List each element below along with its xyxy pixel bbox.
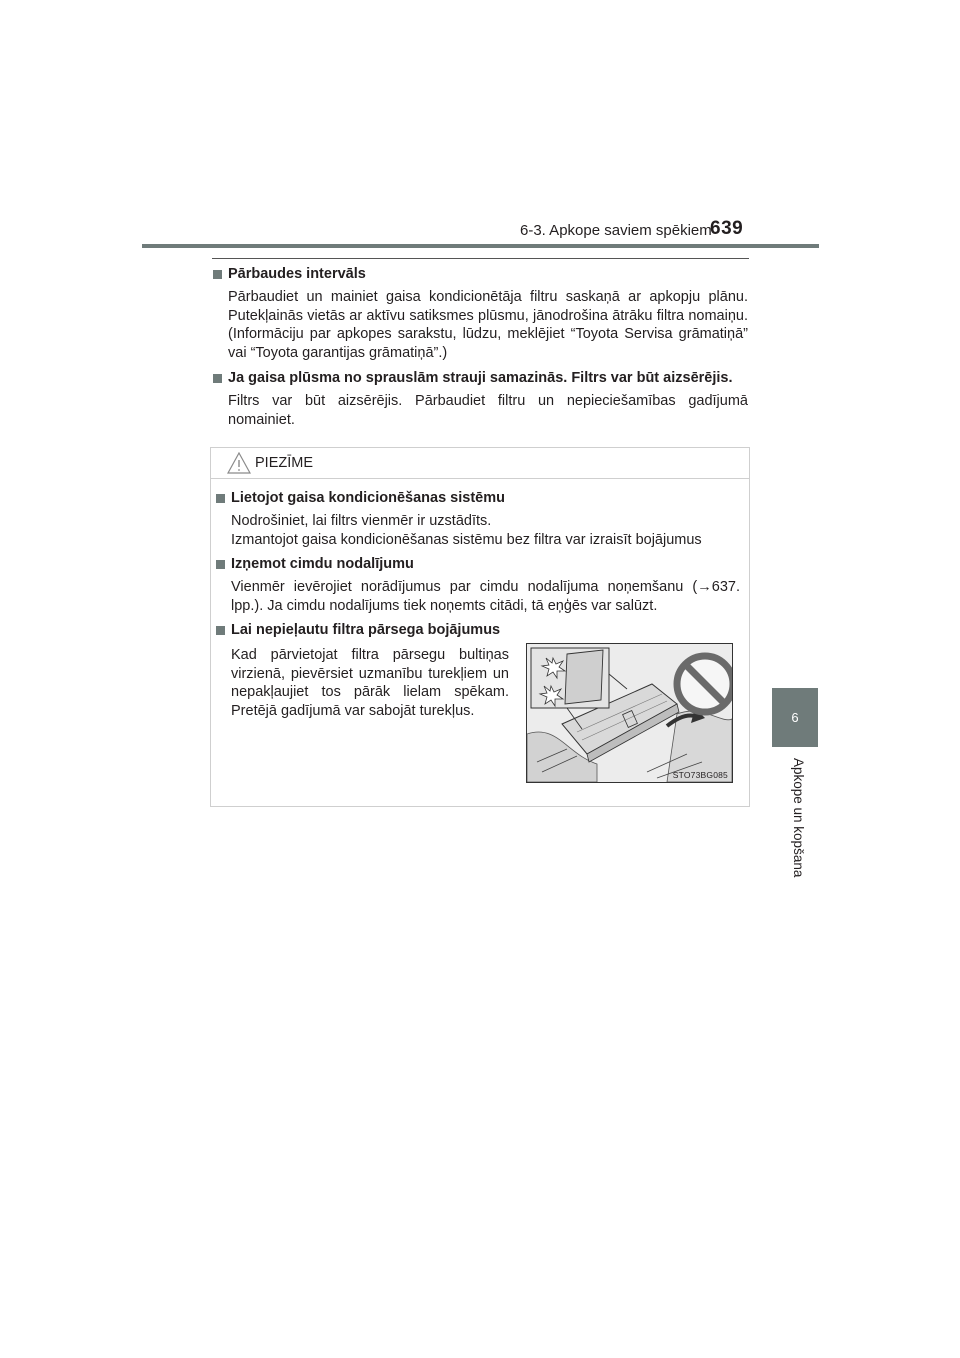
square-bullet-icon: [213, 374, 222, 383]
notice-header: [211, 448, 749, 479]
chapter-number: 6: [791, 710, 799, 725]
filter-cover-drawing: [527, 644, 732, 782]
header-rule: [142, 244, 819, 248]
notice-item-body: Kad pārvietojat filtra pārsegu bultiņas virzienā, pievērsiet uzmanību turekļiem un nepakļaujiet tos pārāk lielam spēkam. Pretējā gadījumā var sabojāt turekļus.: [231, 647, 509, 719]
main-content: [212, 265, 748, 436]
section-rule: [212, 258, 749, 259]
figure-code: STO73BG085: [672, 770, 728, 780]
notice-label: PIEZĪME: [255, 455, 314, 471]
notice-item-heading: Izņemot cimdu nodalījumu: [215, 555, 740, 574]
notice-item-body: Vienmēr ievērojiet norādījumus par cimdu nodalījuma noņemšanu (→637. lpp.). Ja cimdu nodalījums tiek noņemts citādi, tā eņģēs var salūzt.: [231, 579, 740, 614]
notice-item-body: Nodrošiniet, lai filtrs vienmēr ir uzstādīts. Izmantojot gaisa kondicionēšanas sistēmu bez filtra var izraisīt bojājumus: [231, 513, 702, 548]
warning-triangle-icon: [227, 452, 251, 474]
square-bullet-icon: [216, 560, 225, 569]
header-title: 6-3. Apkope saviem spēkiem: [520, 222, 712, 239]
notice-item-heading: Lietojot gaisa kondicionēšanas sistēmu: [215, 489, 740, 508]
section-heading: Pārbaudes intervāls: [212, 265, 748, 284]
section-body: Filtrs var būt aizsērējis. Pārbaudiet filtru un nepieciešamības gadījumā nomainiet.: [228, 393, 748, 428]
chapter-label: Apkope un kopšana: [791, 758, 806, 878]
page-reference-arrow: →: [697, 579, 712, 595]
square-bullet-icon: [216, 626, 225, 635]
square-bullet-icon: [216, 494, 225, 503]
section-heading: Ja gaisa plūsma no sprauslām strauji samazinās. Filtrs var būt aizsērējis.: [212, 369, 748, 388]
notice-box: [210, 447, 750, 807]
notice-item-heading: Lai nepieļautu filtra pārsega bojājumus: [215, 621, 740, 640]
section-body: Pārbaudiet un mainiet gaisa kondicionētāja filtru saskaņā ar apkopju plānu. Putekļainās vietās ar aktīvu satiksmes plūsmu, jānodrošina ātrāku filtra nomaiņu. (Informāciju par apkopes sarakstu, lūdzu, meklējiet “Toyota Servisa grāmatiņā” vai “Toyota garantijas grāmatiņā”.): [228, 289, 748, 361]
square-bullet-icon: [213, 270, 222, 279]
filter-cover-illustration: [526, 643, 733, 783]
page-number: 639: [710, 218, 744, 239]
chapter-tab: [772, 688, 818, 747]
